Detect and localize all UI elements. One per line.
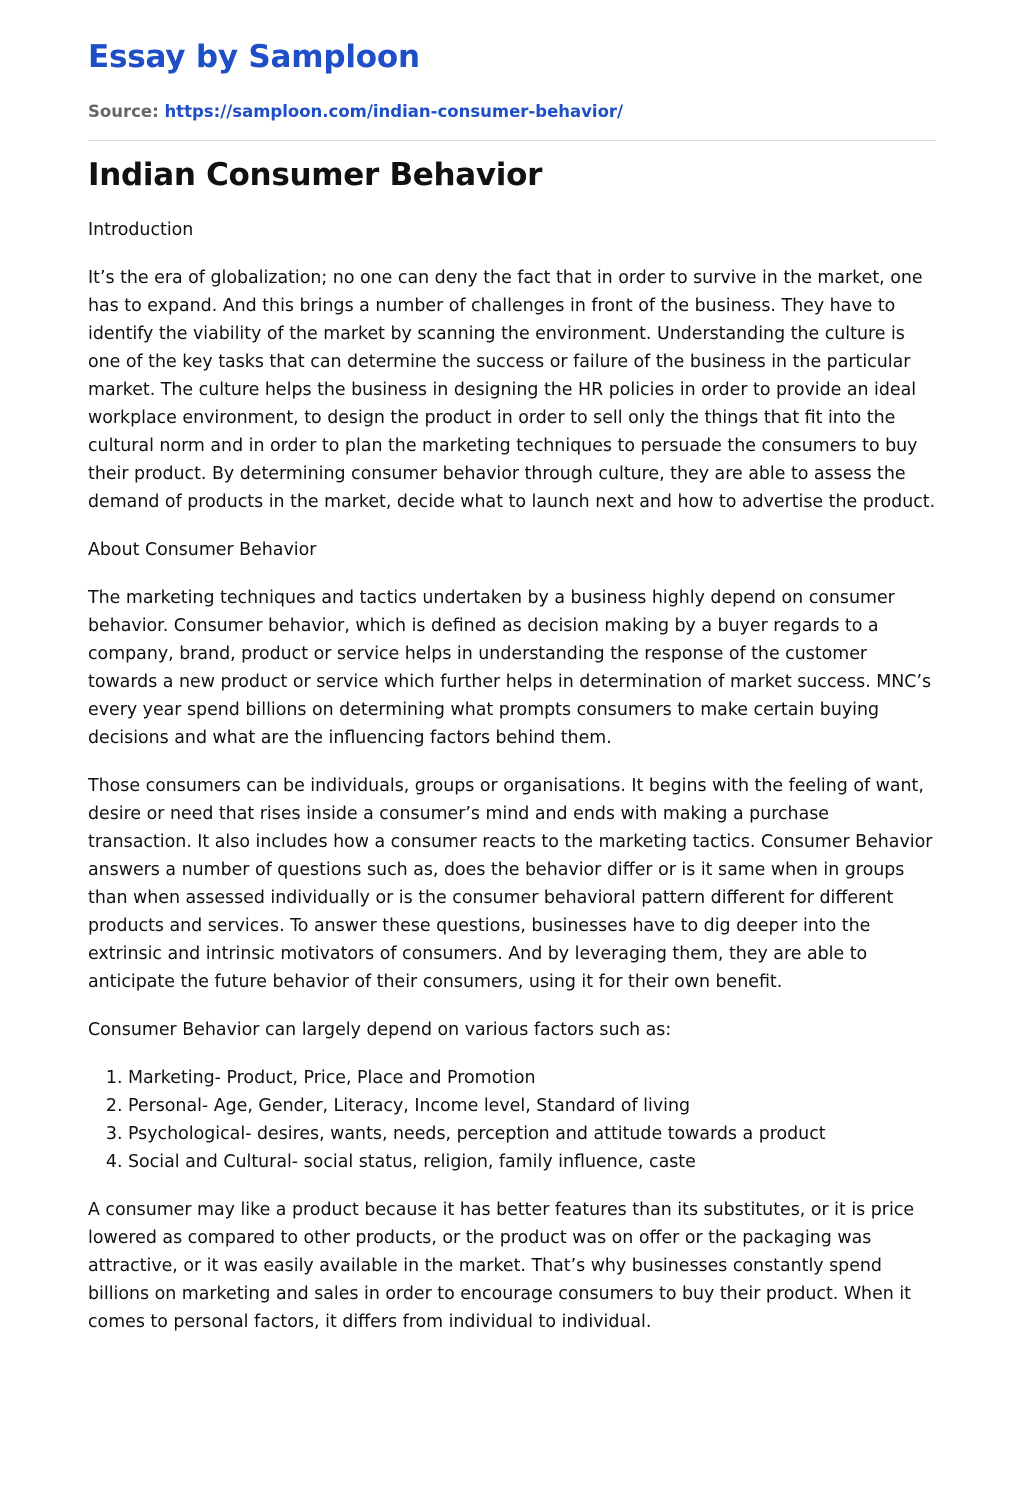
list-item: 1. Marketing- Product, Price, Place and Promotion — [128, 1064, 938, 1092]
closing-paragraph: A consumer may like a product because it has better features than its substitutes, or it is price lowered as compared to other products, or the product was on offer or the packaging was attractive, or it was easily available in the market. That’s why businesses constantly spend billions on marketing and sales in order to encourage consumers to buy their product. When it comes to personal factors, it differs from individual to individual. — [88, 1200, 915, 1332]
about-heading: About Consumer Behavior — [88, 540, 317, 560]
list-item: 2. Personal- Age, Gender, Literacy, Income level, Standard of living — [128, 1092, 938, 1120]
list-item: 3. Psychological- desires, wants, needs, perception and attitude towards a product — [128, 1120, 938, 1148]
about-paragraph-2: Those consumers can be individuals, groups or organisations. It begins with the feeling of want, desire or need that rises inside a consumer’s mind and ends with making a purchase transaction. It also includes how a consumer reacts to the marketing tactics. Consumer Behavior answers a number of questions such as, does the behavior differ or is it same when in groups than when assessed individually or is the consumer behavioral pattern different for different products and services. To answer these questions, businesses have to dig deeper into the extrinsic and intrinsic motivators of consumers. And by leveraging them, they are able to anticipate the future behavior of their consumers, using it for their own benefit. — [88, 776, 933, 992]
list-item: 4. Social and Cultural- social status, religion, family influence, caste — [128, 1148, 938, 1176]
brand-title: Essay by Samploon — [88, 39, 420, 75]
source-link[interactable]: https://samploon.com/indian-consumer-behavior/ — [164, 102, 624, 121]
source-label: Source: — [88, 102, 159, 121]
essay-page — [88, 0, 938, 1336]
factors-intro: Consumer Behavior can largely depend on various factors such as: — [88, 1020, 672, 1040]
about-paragraph-1: The marketing techniques and tactics undertaken by a business highly depend on consumer behavior. Consumer behavior, which is defined as decision making by a buyer regards to a company, brand, product or service helps in understanding the response of the customer towards a new product or service which further helps in determination of market success. MNC’s every year spend billions on determining what prompts consumers to make certain buying decisions and what are the influencing factors behind them. — [88, 588, 932, 748]
header-divider — [88, 140, 936, 141]
intro-paragraph: It’s the era of globalization; no one can deny the fact that in order to survive in the market, one has to expand. And this brings a number of challenges in front of the business. They have to identify the viability of the market by scanning the environment. Understanding the culture is one of the key tasks that can determine the success or failure of the business in the particular market. The culture helps the business in designing the HR policies in order to provide an ideal workplace environment, to design the product in order to sell only the things that fit into the cultural norm and in order to plan the marketing techniques to persuade the consumers to buy their product. By determining consumer behavior through culture, they are able to assess the demand of products in the market, decide what to launch next and how to advertise the product. — [88, 268, 936, 512]
source-line — [88, 100, 938, 124]
essay-title: Indian Consumer Behavior — [88, 157, 543, 193]
intro-heading: Introduction — [88, 220, 194, 240]
factors-list — [88, 1064, 938, 1176]
